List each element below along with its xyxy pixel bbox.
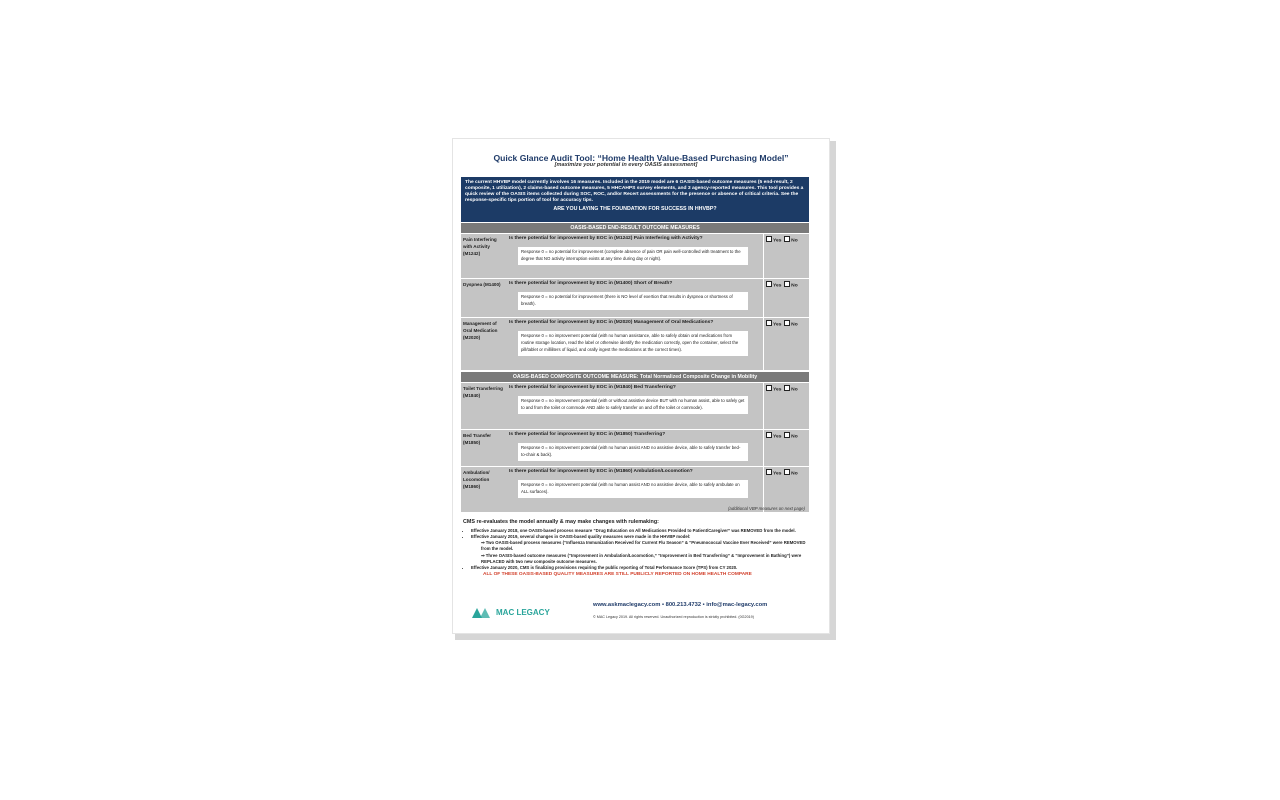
measure-row [461, 467, 809, 513]
no-checkbox[interactable] [784, 236, 790, 242]
measure-response: Response 0 = no improvement potential (with no human assist AND no assistive device, able to safely ambulate on ALL surfaces). [518, 480, 748, 498]
measure-question: Is there potential for improvement by EOC in (M2020) Management of Oral Medications? [509, 320, 714, 325]
measure-label: Ambulation/ Locomotion (M1860) [463, 470, 490, 489]
no-checkbox[interactable] [784, 281, 790, 287]
logo-text: MAC LEGACY [496, 607, 550, 617]
notes-bullet: • Effective January 2019, several changes in OASIS-based quality measures were made in the HHVBP model: ⇒ Two OASIS-based process measures (“Influenza Immunization Received for Current Flu Season” & “Pneumococcal Vaccine Ever Received” were REMOVED from the model. ⇒ Three OASIS-based outcome measures (“Improvement in Ambulation/Locomotion,” “Improvement in Bed Transferring” & “Improvement in Bathing”) were REPLACED with two new composite outcome measures. [471, 534, 811, 565]
public-reporting-note: ALL OF THESE OASIS-BASED QUALITY MEASURES ARE STILL PUBLICLY REPORTED ON HOME HEALTH COMPARE [483, 572, 752, 578]
yes-checkbox[interactable] [766, 469, 772, 475]
measure-response: Response 0 = no potential for improvement (complete absence of pain OR pain well-controlled with treatment to the degree that NO activity interruption exists at any time during day or night). [518, 247, 748, 265]
yes-checkbox[interactable] [766, 432, 772, 438]
measure-label: Management of Oral Medication (M2020) [463, 321, 498, 340]
additional-measures-note: (additional VBP measures on next page) [728, 506, 805, 511]
measure-response: Response 0 = no improvement potential (with no human assist AND no assistive device, able to safely transfer bed-to-chair & back). [518, 443, 748, 461]
section-header-end-result: OASIS-BASED END-RESULT OUTCOME MEASURES [461, 223, 809, 233]
notes-bullet: • Effective January 2020, CMS is finalizing provisions requiring the public reporting of Total Performance Score (TPS) from CY 2020. [471, 565, 811, 571]
yes-checkbox[interactable] [766, 236, 772, 242]
measure-row [461, 234, 809, 279]
no-checkbox[interactable] [784, 320, 790, 326]
copyright-text: © MAC Legacy 2019. All rights reserved. Unauthorized reproduction is strictly prohibited. (0G2019) [593, 615, 754, 619]
yes-no-options: Yes No [763, 467, 809, 512]
no-checkbox[interactable] [784, 385, 790, 391]
measure-label: Toilet Transferring (M1840) [463, 386, 503, 398]
no-checkbox[interactable] [784, 469, 790, 475]
yes-checkbox[interactable] [766, 385, 772, 391]
notes-section [463, 519, 811, 579]
mac-legacy-logo [471, 605, 550, 619]
notes-lead: CMS re-evaluates the model annually & may make changes with rulemaking: [463, 519, 659, 525]
yes-checkbox[interactable] [766, 320, 772, 326]
yes-no-options: Yes No [763, 318, 809, 370]
measure-row [461, 318, 809, 371]
measure-row [461, 383, 809, 430]
measure-question: Is there potential for improvement by EOC in (M1400) Short of Breath? [509, 281, 673, 286]
intro-text: The current HHVBP model currently involves 16 measures. Included in the 2019 model are 6 OASIS-based outcome measures (5 end-result, 2 composite, 1 utilization), 2 claims-based outcome measures, 5 HHCAHPS survey elements, and 3 agency-reported measures. This tool provides a quick review of the OASIS items collected during SOC, ROC, and/or Recert assessments for the presence or absence of critical criteria. See the response-specific tips portion of tool for accuracy tips. [465, 180, 804, 204]
notes-sub-item: ⇒ Two OASIS-based process measures (“Influenza Immunization Received for Current Flu Season” & “Pneumococcal Vaccine Ever Received” were REMOVED from the model. [481, 540, 806, 552]
measure-question: Is there potential for improvement by EOC in (M1860) Ambulation/Locomotion? [509, 469, 693, 474]
measure-question: Is there potential for improvement by EOC in (M1850) Transferring? [509, 432, 666, 437]
measure-row [461, 279, 809, 318]
yes-no-options: Yes No [763, 430, 809, 466]
measure-label: Bed Transfer (M1850) [463, 433, 492, 445]
measure-row [461, 430, 809, 467]
document-page [452, 138, 830, 634]
doc-title: Quick Glance Audit Tool: “Home Health Value-Based Purchasing Model” [493, 153, 789, 163]
measure-label: Pain Interfering with Activity (M1242) [463, 237, 497, 256]
measure-response: Response 0 = no improvement potential (with or without assistive device BUT with no human assist, able to safely get to and from the toilet or commode AND able to safely transfer on and off the toilet or commode). [518, 396, 748, 414]
section-header-composite: OASIS-BASED COMPOSITE OUTCOME MEASURE: Total Normalized Composite Change in Mobility [461, 372, 809, 382]
measure-response: Response 0 = no improvement potential (with no human assistance, able to safely obtain oral medications from routine storage location, read the label or otherwise identify the medication correctly, open the container, select the pill/tablet or milliliters of liquid, and orally ingest the medications at the correct times). [518, 331, 748, 356]
foundation-heading: ARE YOU LAYING THE FOUNDATION FOR SUCCESS IN HHVBP? [553, 205, 717, 212]
contact-info: www.askmaclegacy.com • 800.213.4732 • info@mac-legacy.com [593, 602, 768, 608]
measure-response: Response 0 = no potential for improvement (there is NO level of exertion that results in dyspnea or shortness of breath). [518, 292, 748, 310]
logo-mark-icon [471, 605, 493, 619]
intro-box [461, 177, 809, 222]
no-checkbox[interactable] [784, 432, 790, 438]
measure-question: Is there potential for improvement by EOC in (M1242) Pain Interfering with Activity? [509, 236, 703, 241]
notes-bullet: • Effective January 2018, one OASIS-based process measure “Drug Education on All Medications Provided to Patient/Caregiver” was REMOVED from the model. [471, 528, 811, 534]
yes-no-options: Yes No [763, 279, 809, 317]
notes-sub-item: ⇒ Three OASIS-based outcome measures (“Improvement in Ambulation/Locomotion,” “Improvement in Bed Transferring” & “Improvement in Bathing”) were REPLACED with two new composite outcome measures. [481, 552, 802, 564]
measure-question: Is there potential for improvement by EOC in (M1840) Bed Transferring? [509, 385, 676, 390]
doc-subtitle: [maximize your potential in every OASIS assessment] [554, 162, 698, 168]
yes-checkbox[interactable] [766, 281, 772, 287]
yes-no-options: Yes No [763, 234, 809, 278]
notes-list [463, 528, 811, 572]
yes-no-options: Yes No [763, 383, 809, 429]
measure-label: Dyspnea (M1400) [463, 282, 501, 287]
